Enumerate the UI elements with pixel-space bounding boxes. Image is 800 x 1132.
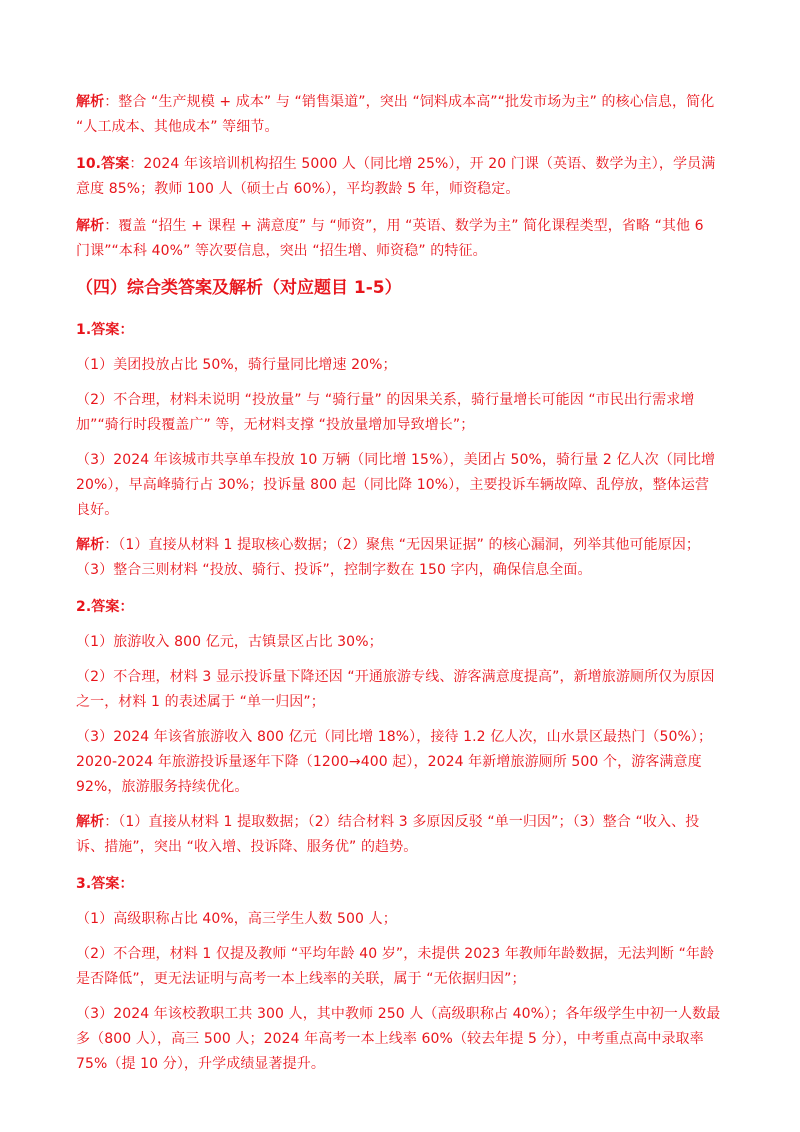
answer-item: （1）旅游收入 800 亿元，古镇景区占比 30%； <box>76 634 383 650</box>
analysis-text: ：（1）直接从材料 1 提取核心数据；（2）聚焦 “无因果证据” 的核心漏洞，列举其他可能原因；（3）整合三则材料 “投放、骑行、投诉”，控制字数在 150 字内，确保信息全面。 <box>76 537 701 578</box>
answer-item: （2）不合理，材料 3 显示投诉量下降还因 “开通旅游专线、游客满意度提高”，新增旅游厕所仅为原因之一，材料 1 的表述属于 “单一归因”； <box>76 669 715 710</box>
question-answer-heading <box>76 318 722 343</box>
question-number: 1.答案 <box>76 322 120 338</box>
analysis-label: 解析 <box>76 537 105 553</box>
answer-item: （3）2024 年该城市共享单车投放 10 万辆（同比增 15%），美团占 50%，骑行量 2 亿人次（同比增 20%），早高峰骑行占 30%；投诉量 800 起（同比降 10%），主要投诉车辆故障、乱停放，整体运营良好。 <box>76 452 716 518</box>
analysis-text: ：覆盖 “招生 + 课程 + 满意度” 与 “师资”，用 “英语、数学为主” 简化课程类型，省略 “其他 6 门课”“本科 40%” 等次要信息，突出 “招生增、师资稳” 的特征。 <box>76 218 704 259</box>
answer-item: （1）高级职称占比 40%，高三学生人数 500 人； <box>76 911 397 927</box>
analysis-label: 解析 <box>76 218 105 234</box>
answer-paragraph <box>76 152 722 202</box>
heading-colon: ： <box>119 322 134 338</box>
answer-item: （3）2024 年该校教职工共 300 人，其中教师 250 人（高级职称占 40%）；各年级学生中初一人数最多（800 人），高三 500 人；2024 年高考一本上线率 60%（较去年提 5 分），中考重点高中录取率 75%（提 10 分），升学成绩显著提升。 <box>76 1006 721 1072</box>
question-answer-heading <box>76 872 722 897</box>
analysis-paragraph <box>76 90 722 140</box>
answer-item: （1）美团投放占比 50%，骑行量同比增速 20%； <box>76 357 397 373</box>
answer-item: （2）不合理，材料未说明 “投放量” 与 “骑行量” 的因果关系，骑行量增长可能因 “市民出行需求增加”“骑行时段覆盖广” 等，无材料支撑 “投放量增加导致增长”； <box>76 392 695 433</box>
analysis-paragraph <box>76 810 722 860</box>
analysis-paragraph <box>76 533 722 583</box>
heading-colon: ： <box>119 876 134 892</box>
analysis-label: 解析 <box>76 814 105 830</box>
heading-colon: ： <box>119 599 134 615</box>
answer-item: （3）2024 年该省旅游收入 800 亿元（同比增 18%），接待 1.2 亿人次，山水景区最热门（50%）；2020-2024 年旅游投诉量逐年下降（1200→400 起），2024 年新增旅游厕所 500 个，游客满意度 92%，旅游服务持续优化。 <box>76 729 713 795</box>
answer-text: ：2024 年该培训机构招生 5000 人（同比增 25%），开 20 门课（英语、数学为主），学员满意度 85%；教师 100 人（硕士占 60%），平均教龄 5 年，师资稳定。 <box>76 156 716 197</box>
answer-label: 10.答案 <box>76 156 130 172</box>
question-number: 2.答案 <box>76 599 120 615</box>
analysis-text: ：（1）直接从材料 1 提取数据；（2）结合材料 3 多原因反驳 “单一归因”；（3）整合 “收入、投诉、措施”，突出 “收入增、投诉降、服务优” 的趋势。 <box>76 814 700 855</box>
analysis-label: 解析 <box>76 94 105 110</box>
section-heading: （四）综合类答案及解析（对应题目 1-5） <box>76 278 402 298</box>
question-number: 3.答案 <box>76 876 120 892</box>
question-answer-heading <box>76 595 722 620</box>
answer-item: （2）不合理，材料 1 仅提及教师 “平均年龄 40 岁”，未提供 2023 年教师年龄数据，无法判断 “年龄是否降低”，更无法证明与高考一本上线率的关联，属于 “无依据归因”； <box>76 946 715 987</box>
analysis-paragraph <box>76 214 722 264</box>
analysis-text: ：整合 “生产规模 + 成本” 与 “销售渠道”，突出 “饲料成本高”“批发市场为主” 的核心信息，简化 “人工成本、其他成本” 等细节。 <box>76 94 715 135</box>
